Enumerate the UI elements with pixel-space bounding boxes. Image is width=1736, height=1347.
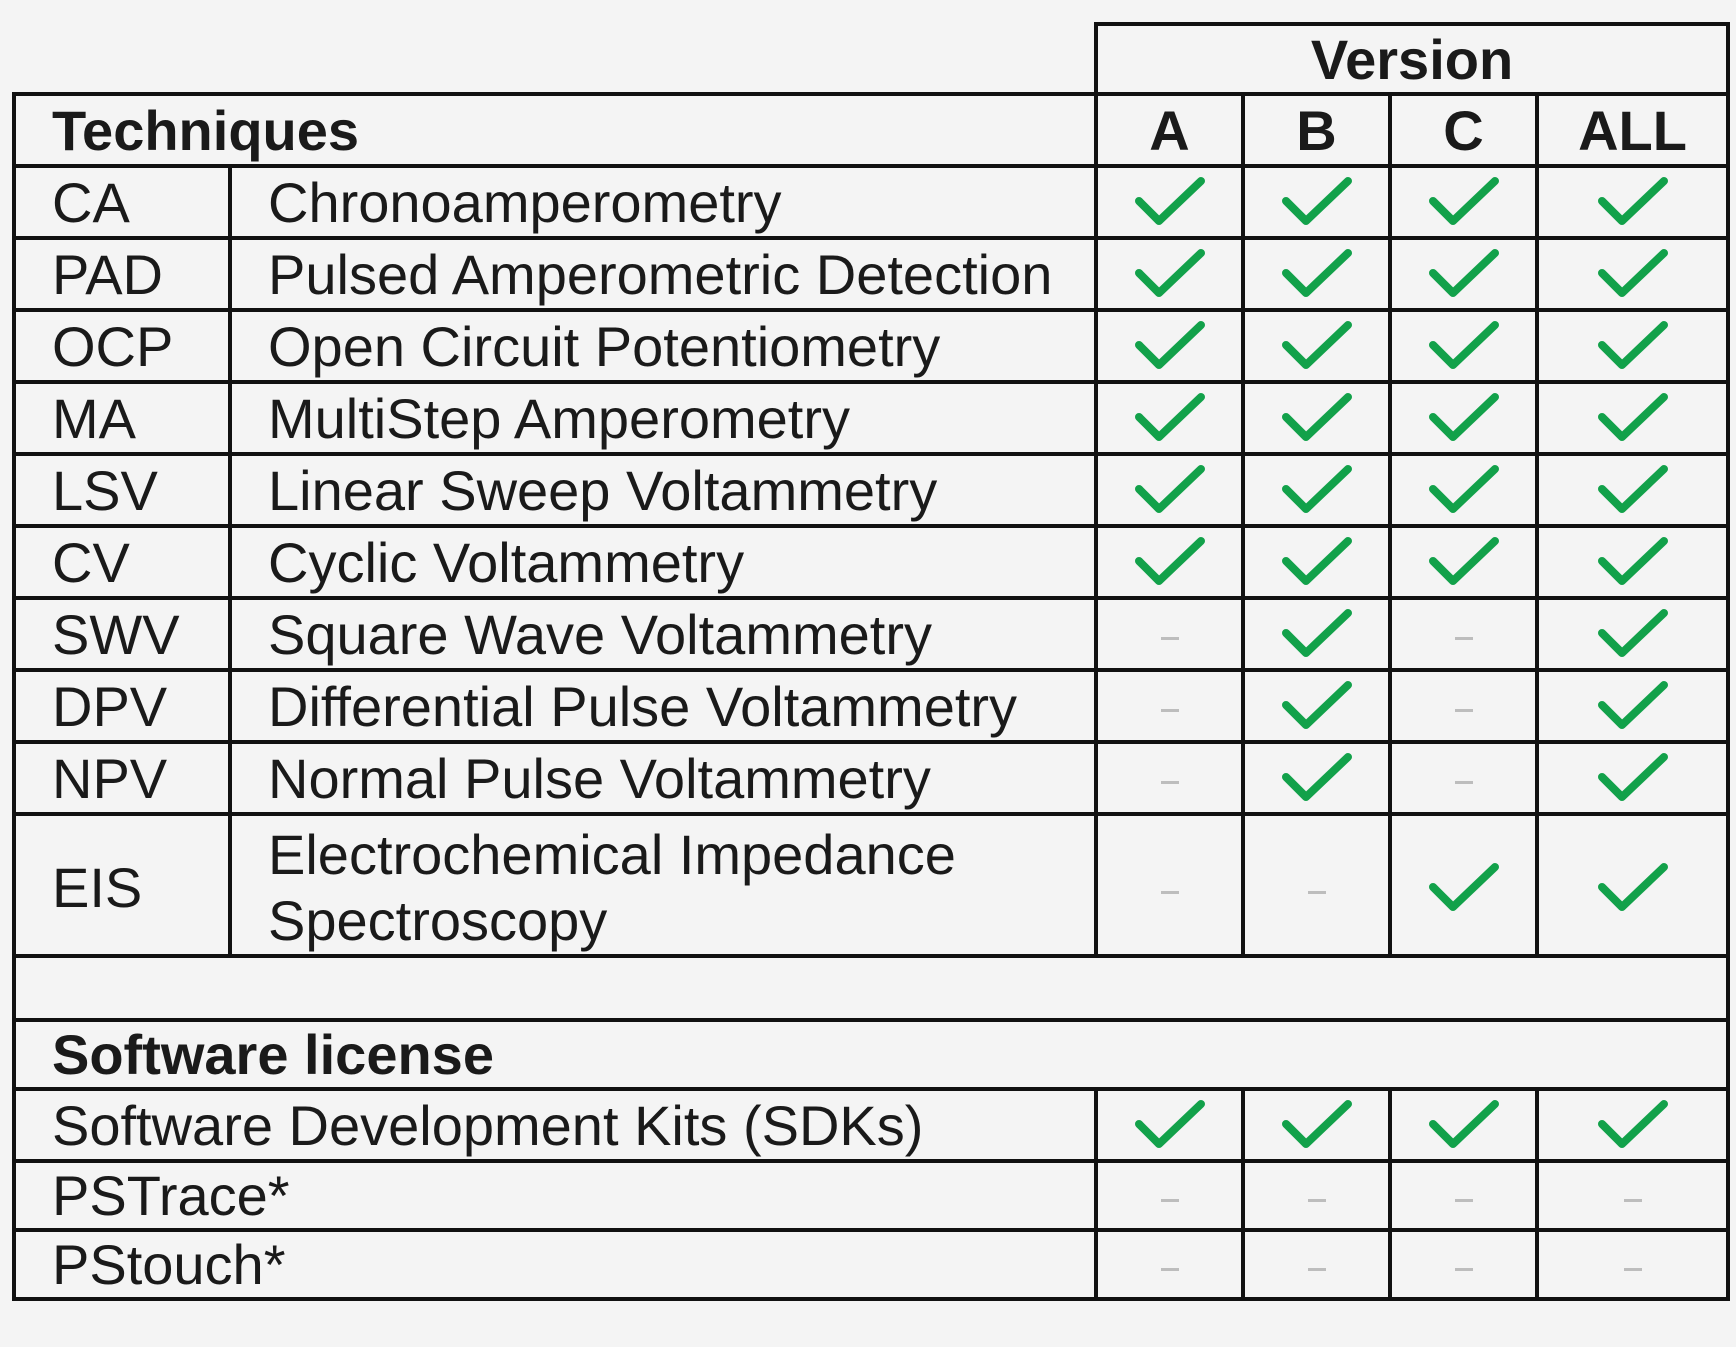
technique-abbr: OCP — [14, 310, 230, 382]
technique-name: Open Circuit Potentiometry — [230, 310, 1096, 382]
check-cell — [1537, 670, 1728, 742]
check-icon — [1429, 1100, 1499, 1150]
check-cell — [1096, 1089, 1243, 1161]
check-cell — [1243, 742, 1390, 814]
check-icon — [1135, 393, 1205, 443]
check-cell — [1096, 454, 1243, 526]
check-cell — [1096, 382, 1243, 454]
dash-icon — [1161, 709, 1179, 712]
check-icon — [1598, 1100, 1668, 1150]
technique-name: Electrochemical Impedance Spectroscopy — [230, 814, 1096, 956]
technique-name: Differential Pulse Voltammetry — [230, 670, 1096, 742]
check-cell — [1243, 238, 1390, 310]
software-row — [14, 1161, 1728, 1230]
technique-name: Chronoamperometry — [230, 166, 1096, 238]
check-icon — [1598, 465, 1668, 515]
technique-name: Square Wave Voltammetry — [230, 598, 1096, 670]
check-icon — [1598, 177, 1668, 227]
dash-icon — [1624, 1199, 1642, 1202]
check-cell — [1096, 166, 1243, 238]
check-icon — [1282, 465, 1352, 515]
check-cell — [1243, 454, 1390, 526]
technique-name: Normal Pulse Voltammetry — [230, 742, 1096, 814]
dash-cell — [1390, 742, 1537, 814]
check-cell — [1390, 814, 1537, 956]
check-cell — [1243, 310, 1390, 382]
software-name: PSTrace* — [14, 1161, 1096, 1230]
technique-row — [14, 814, 1728, 956]
dash-icon — [1455, 1199, 1473, 1202]
column-header-all: ALL — [1537, 94, 1728, 166]
check-icon — [1598, 321, 1668, 371]
dash-icon — [1455, 781, 1473, 784]
check-cell — [1537, 814, 1728, 956]
software-name: Software Development Kits (SDKs) — [14, 1089, 1096, 1161]
technique-abbr: MA — [14, 382, 230, 454]
dash-cell — [1390, 1230, 1537, 1299]
check-icon — [1135, 537, 1205, 587]
check-icon — [1429, 863, 1499, 913]
dash-cell — [1537, 1230, 1728, 1299]
spacer-row — [14, 956, 1728, 1020]
technique-row — [14, 670, 1728, 742]
check-cell — [1390, 454, 1537, 526]
dash-icon — [1161, 891, 1179, 894]
dash-cell — [1537, 1161, 1728, 1230]
check-icon — [1429, 465, 1499, 515]
technique-row — [14, 382, 1728, 454]
dash-cell — [1243, 814, 1390, 956]
check-cell — [1537, 742, 1728, 814]
technique-name: Cyclic Voltammetry — [230, 526, 1096, 598]
check-icon — [1598, 249, 1668, 299]
column-header-a: A — [1096, 94, 1243, 166]
software-header-row — [14, 1020, 1728, 1089]
check-cell — [1243, 166, 1390, 238]
check-icon — [1282, 753, 1352, 803]
column-header-c: C — [1390, 94, 1537, 166]
check-icon — [1598, 681, 1668, 731]
dash-icon — [1161, 1199, 1179, 1202]
software-row — [14, 1230, 1728, 1299]
dash-cell — [1243, 1161, 1390, 1230]
check-icon — [1598, 393, 1668, 443]
column-header-row — [14, 94, 1728, 166]
dash-cell — [1096, 742, 1243, 814]
column-header-b: B — [1243, 94, 1390, 166]
check-cell — [1243, 526, 1390, 598]
check-icon — [1282, 321, 1352, 371]
check-cell — [1390, 310, 1537, 382]
technique-row — [14, 742, 1728, 814]
check-cell — [1537, 238, 1728, 310]
check-icon — [1598, 537, 1668, 587]
check-icon — [1282, 681, 1352, 731]
check-cell — [1537, 454, 1728, 526]
technique-abbr: EIS — [14, 814, 230, 956]
check-icon — [1429, 177, 1499, 227]
check-cell — [1537, 598, 1728, 670]
check-icon — [1429, 249, 1499, 299]
technique-abbr: CV — [14, 526, 230, 598]
technique-row — [14, 526, 1728, 598]
dash-cell — [1243, 1230, 1390, 1299]
feature-table — [12, 22, 1730, 1301]
check-icon — [1135, 1100, 1205, 1150]
technique-name: MultiStep Amperometry — [230, 382, 1096, 454]
check-cell — [1537, 310, 1728, 382]
check-cell — [1537, 382, 1728, 454]
check-icon — [1282, 537, 1352, 587]
version-header: Version — [1096, 24, 1728, 94]
dash-icon — [1161, 781, 1179, 784]
technique-abbr: NPV — [14, 742, 230, 814]
technique-abbr: LSV — [14, 454, 230, 526]
check-icon — [1598, 609, 1668, 659]
technique-row — [14, 598, 1728, 670]
dash-icon — [1624, 1268, 1642, 1271]
techniques-header: Techniques — [14, 94, 1096, 166]
check-cell — [1243, 598, 1390, 670]
technique-abbr: DPV — [14, 670, 230, 742]
dash-icon — [1308, 1268, 1326, 1271]
check-cell — [1537, 1089, 1728, 1161]
technique-abbr: PAD — [14, 238, 230, 310]
check-icon — [1135, 177, 1205, 227]
check-cell — [1537, 526, 1728, 598]
dash-cell — [1390, 598, 1537, 670]
dash-icon — [1161, 1268, 1179, 1271]
check-cell — [1390, 238, 1537, 310]
check-cell — [1390, 1089, 1537, 1161]
check-icon — [1598, 863, 1668, 913]
dash-icon — [1455, 1268, 1473, 1271]
software-license-header: Software license — [14, 1020, 1728, 1089]
check-cell — [1096, 238, 1243, 310]
version-header-row — [14, 24, 1728, 94]
dash-cell — [1096, 670, 1243, 742]
technique-row — [14, 238, 1728, 310]
dash-cell — [1390, 1161, 1537, 1230]
dash-icon — [1308, 1199, 1326, 1202]
check-icon — [1282, 1100, 1352, 1150]
dash-icon — [1455, 709, 1473, 712]
technique-abbr: SWV — [14, 598, 230, 670]
check-icon — [1135, 249, 1205, 299]
check-icon — [1429, 321, 1499, 371]
dash-cell — [1096, 598, 1243, 670]
technique-name: Linear Sweep Voltammetry — [230, 454, 1096, 526]
dash-cell — [1096, 1161, 1243, 1230]
dash-icon — [1455, 637, 1473, 640]
software-row — [14, 1089, 1728, 1161]
check-cell — [1390, 382, 1537, 454]
software-name: PStouch* — [14, 1230, 1096, 1299]
check-icon — [1598, 753, 1668, 803]
check-cell — [1537, 166, 1728, 238]
dash-icon — [1161, 637, 1179, 640]
check-cell — [1390, 526, 1537, 598]
check-icon — [1135, 465, 1205, 515]
technique-abbr: CA — [14, 166, 230, 238]
check-cell — [1096, 526, 1243, 598]
check-icon — [1429, 537, 1499, 587]
check-cell — [1390, 166, 1537, 238]
dash-cell — [1096, 1230, 1243, 1299]
technique-row — [14, 454, 1728, 526]
check-icon — [1282, 177, 1352, 227]
check-icon — [1282, 393, 1352, 443]
dash-cell — [1096, 814, 1243, 956]
check-icon — [1429, 393, 1499, 443]
check-cell — [1243, 1089, 1390, 1161]
dash-icon — [1308, 891, 1326, 894]
dash-cell — [1390, 670, 1537, 742]
check-icon — [1282, 609, 1352, 659]
technique-row — [14, 166, 1728, 238]
check-icon — [1282, 249, 1352, 299]
check-cell — [1243, 382, 1390, 454]
technique-name: Pulsed Amperometric Detection — [230, 238, 1096, 310]
check-cell — [1096, 310, 1243, 382]
check-cell — [1243, 670, 1390, 742]
check-icon — [1135, 321, 1205, 371]
technique-row — [14, 310, 1728, 382]
